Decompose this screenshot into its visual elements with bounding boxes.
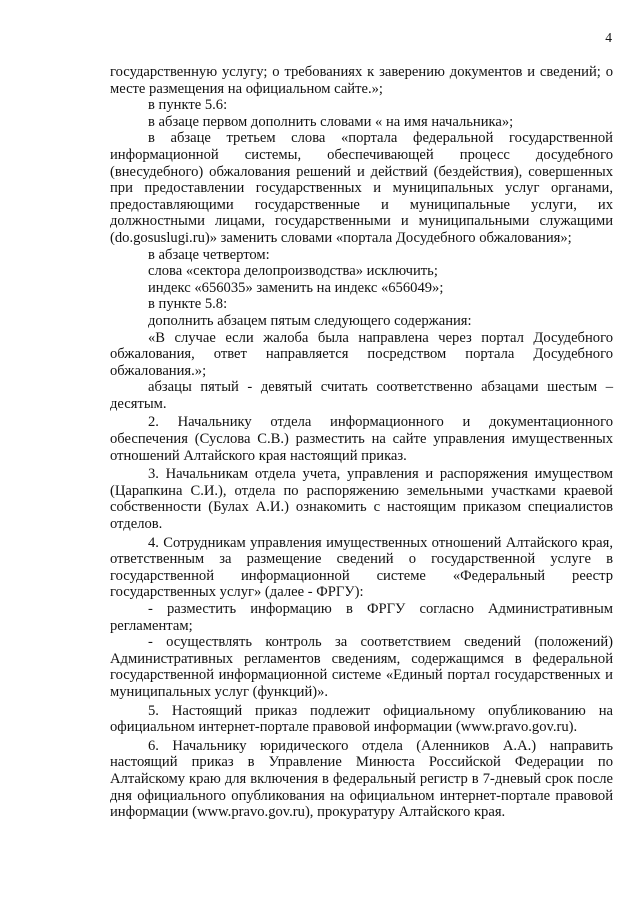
paragraph-point-5-6: в пункте 5.6: bbox=[148, 97, 228, 114]
paragraph-exclude-words: слова «сектора делопроизводства» исключить; bbox=[148, 263, 438, 280]
paragraph-item-4-dash-2: - осуществлять контроль за соответствием сведений (положений) Административных регламентов сведениям, содержащимся в федеральной государственной информационной системе «Единый портал государственных и муниципальных услуг (функций)». bbox=[110, 634, 613, 700]
paragraph-fourth-abzac: в абзаце четвертом: bbox=[148, 246, 270, 263]
paragraph-third-abzac: в абзаце третьем слова «портала федеральной государственной информационной системы, обеспечивающей процесс досудебного (внесудебного) обжалования решений и действий (бездействия), совершенных при предоставлении государственных и муниципальных услуг органами, предоставляющими государственные и муниципальные услуги, их должностными лицами, государственными и муниципальными служащими (do.gosuslugi.ru)» заменить словами «портала Досудебного обжалования»; bbox=[110, 130, 613, 246]
document-body bbox=[110, 64, 613, 821]
page-number: 4 bbox=[605, 30, 612, 45]
paragraph-first-abzac: в абзаце первом дополнить словами « на имя начальника»; bbox=[148, 113, 514, 130]
paragraph-item-5: 5. Настоящий приказ подлежит официальному опубликованию на официальном интернет-портале правовой информации (www.pravo.gov.ru). bbox=[110, 702, 613, 736]
paragraph-item-2: 2. Начальнику отдела информационного и документационного обеспечения (Суслова С.В.) разместить на сайте управления имущественных отношений Алтайского края настоящий приказ. bbox=[110, 414, 613, 464]
paragraph-item-3: 3. Начальникам отдела учета, управления и распоряжения имуществом (Царапкина С.И.), отдела по распоряжению земельными участками краевой собственности (Булах А.И.) ознакомить с настоящим приказом специалистов отделов. bbox=[110, 466, 613, 533]
paragraph-renumber: абзацы пятый - девятый считать соответственно абзацами шестым – десятым. bbox=[110, 379, 613, 412]
paragraph-item-4: 4. Сотрудникам управления имущественных отношений Алтайского края, ответственным за размещение сведений о государственной услуге в государственной информационной системе «Федеральный реестр государственных услуг» (далее - ФРГУ): bbox=[110, 534, 613, 601]
paragraph-add-fifth-abzac: дополнить абзацем пятым следующего содержания: bbox=[148, 312, 472, 329]
paragraph-index-change: индекс «656035» заменить на индекс «656049»; bbox=[148, 279, 444, 296]
paragraph-item-6: 6. Начальнику юридического отдела (Аленников А.А.) направить настоящий приказ в Управление Минюста Российской Федерации по Алтайскому краю для включения в федеральный регистр в 7-дневый срок после дня официального опубликования на официальном интернет-портале правовой информации (www.pravo.gov.ru), прокуратуру Алтайского края. bbox=[110, 737, 613, 821]
paragraph-quote-portal: «В случае если жалоба была направлена через портал Досудебного обжалования, ответ направляется посредством портала Досудебного обжалования.»; bbox=[110, 329, 613, 379]
paragraph-continuation: государственную услугу; о требованиях к заверению документов и сведений; о месте размещения на официальном сайте.»; bbox=[110, 64, 613, 97]
paragraph-item-4-dash-1: - разместить информацию в ФРГУ согласно Административным регламентам; bbox=[110, 601, 613, 634]
paragraph-point-5-8: в пункте 5.8: bbox=[148, 296, 228, 313]
